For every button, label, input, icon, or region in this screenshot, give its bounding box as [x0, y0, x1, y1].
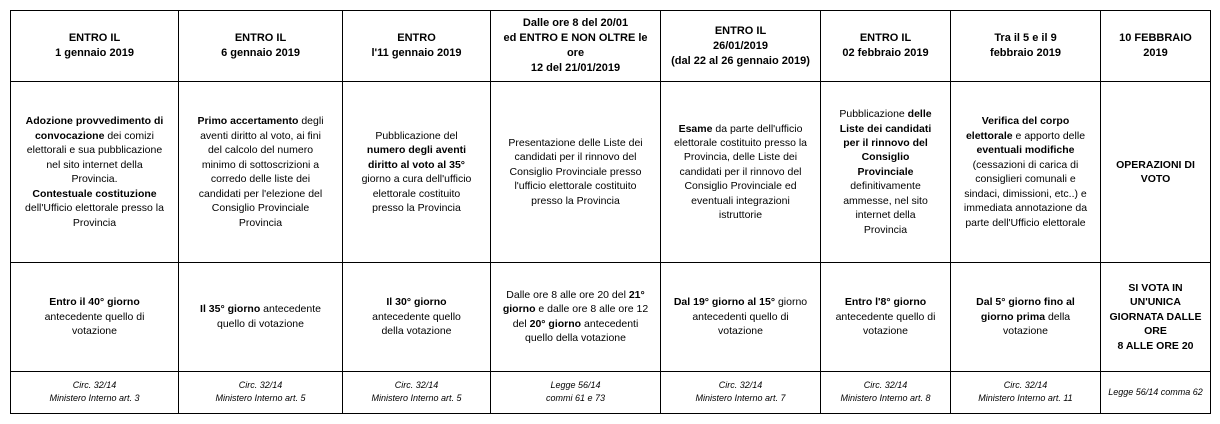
deadline-header-line: 12 del 21/01/2019 — [530, 61, 621, 74]
reference-line: Ministero Interno art. 7 — [695, 393, 786, 404]
legal-term-cell — [661, 263, 821, 372]
text: antecedente quello di — [835, 310, 936, 323]
text: elettorali e sua pubblicazione — [26, 144, 163, 157]
description-line — [348, 158, 485, 172]
deadline-header-row — [11, 11, 1211, 82]
deadline-header-line: febbraio 2019 — [990, 47, 1061, 60]
text: minimo di sottoscrizioni a — [201, 158, 320, 171]
description-line — [666, 179, 815, 193]
text: giorno — [775, 296, 808, 309]
term-line — [826, 324, 945, 338]
bold-text: Liste dei candidati — [839, 122, 932, 135]
description-line — [956, 114, 1095, 128]
text: Provincia. — [71, 173, 118, 186]
text: votazione — [72, 325, 117, 338]
description-line — [666, 208, 815, 222]
description-line — [956, 216, 1095, 230]
bold-text: giorno — [502, 303, 536, 316]
deadline-header-line: ENTRO — [397, 32, 436, 45]
description-line — [184, 114, 337, 128]
text: quello di votazione — [217, 317, 304, 330]
deadline-header-cell — [951, 11, 1101, 82]
text: Presentazione delle Liste dei — [508, 137, 643, 149]
bold-text: diritto al voto al 35° — [368, 158, 465, 171]
text: del calcolo del numero — [207, 144, 314, 157]
term-line — [184, 302, 337, 316]
deadline-header-cell — [661, 11, 821, 82]
term-line — [16, 310, 173, 324]
description-line — [184, 216, 337, 230]
legal-term-cell — [1101, 263, 1211, 372]
description-line — [496, 165, 655, 179]
legal-term-cell — [343, 263, 491, 372]
activity-description-cell — [179, 82, 343, 263]
deadline-header-line: 02 febbraio 2019 — [842, 47, 929, 60]
text: corredo delle liste dei — [210, 173, 311, 186]
text: l'ufficio elettorale costituito — [514, 180, 637, 193]
legal-term-cell — [491, 263, 661, 372]
description-line — [666, 165, 815, 179]
reference-line: Ministero Interno art. 5 — [371, 393, 462, 404]
deadline-header-line: Tra il 5 e il 9 — [994, 32, 1057, 45]
bold-text: Entro il 40° giorno — [49, 296, 140, 309]
term-line — [666, 295, 815, 309]
text: quello della votazione — [525, 332, 626, 345]
text: Consiglio Provinciale ed — [684, 180, 797, 193]
bold-text: SI VOTA IN UN'UNICA — [1128, 281, 1183, 309]
text: Provincia, delle Liste dei — [683, 151, 798, 164]
text: Provincia — [238, 216, 283, 229]
activity-description-cell — [821, 82, 951, 263]
term-line — [184, 317, 337, 331]
deadline-header-line: 10 FEBBRAIO 2019 — [1119, 32, 1192, 60]
text: antecedente quello — [372, 310, 461, 323]
bold-text: numero degli aventi — [366, 144, 467, 157]
text: votazione — [1003, 325, 1048, 338]
legal-reference-row — [11, 371, 1211, 413]
bold-text: GIORNATA DALLE ORE — [1109, 310, 1202, 338]
bold-text: Verifica del corpo — [981, 115, 1070, 128]
reference-line: commi 61 e 73 — [545, 393, 606, 404]
text: immediata annotazione da — [963, 202, 1088, 215]
activity-description-cell — [11, 82, 179, 263]
text: e apporto delle — [1012, 129, 1086, 142]
description-line — [826, 194, 945, 208]
description-line — [666, 122, 815, 136]
bold-text: Dal 19° giorno al 15° — [673, 296, 776, 309]
reference-line: Ministero Interno art. 3 — [49, 393, 140, 404]
deadline-header-line: (dal 22 al 26 gennaio 2019) — [671, 54, 810, 67]
term-line — [16, 324, 173, 338]
bold-text: Consiglio — [861, 151, 910, 164]
text: candidati per l'elezione del — [198, 187, 323, 200]
election-schedule-table — [10, 10, 1211, 414]
bold-text: convocazione — [34, 129, 105, 142]
activity-description-cell — [1101, 82, 1211, 263]
description-line — [826, 107, 945, 121]
text: candidati per il rinnovo del — [514, 151, 637, 164]
reference-line: Ministero Interno art. 5 — [215, 393, 306, 404]
text: della — [1045, 310, 1071, 323]
text: Pubblicazione del — [375, 129, 458, 142]
text: e dalle ore 8 alle ore 12 — [535, 303, 649, 316]
description-line — [826, 136, 945, 150]
reference-line: Circ. 32/14 — [718, 380, 763, 391]
text: Consiglio Provinciale presso — [509, 165, 642, 178]
bold-text: OPERAZIONI DI VOTO — [1116, 158, 1195, 186]
bold-text: Il 30° giorno — [386, 296, 447, 309]
deadline-header-line: ed ENTRO E NON OLTRE le ore — [503, 32, 648, 60]
description-line — [496, 179, 655, 193]
description-line — [16, 129, 173, 143]
description-line — [826, 150, 945, 164]
bold-text: Adozione provvedimento di — [25, 115, 164, 128]
text: Provincia — [72, 216, 117, 229]
legal-term-cell — [821, 263, 951, 372]
text: antecedenti quello di — [692, 310, 789, 323]
bold-text: 8 ALLE ORE 20 — [1117, 339, 1194, 352]
bold-text: 20° giorno — [529, 317, 582, 330]
description-line — [666, 194, 815, 208]
bold-text: elettorale — [965, 129, 1013, 142]
description-line — [956, 158, 1095, 172]
text: giorno a cura dell'ufficio — [361, 173, 472, 186]
term-line — [348, 295, 485, 309]
reference-line: Circ. 32/14 — [72, 380, 117, 391]
description-line — [16, 216, 173, 230]
description-line — [348, 172, 485, 186]
term-line — [348, 310, 485, 324]
deadline-header-cell — [11, 11, 179, 82]
description-line — [16, 187, 173, 201]
description-line — [826, 122, 945, 136]
term-line — [1106, 339, 1205, 353]
description-line — [956, 201, 1095, 215]
activity-description-cell — [661, 82, 821, 263]
description-line — [666, 136, 815, 150]
term-line — [1106, 310, 1205, 339]
bold-text: Il 35° giorno — [200, 303, 261, 316]
description-line — [1106, 158, 1205, 187]
text: eventuali integrazioni — [691, 194, 790, 207]
text: internet della — [855, 209, 916, 222]
text: definitivamente — [850, 180, 921, 193]
text: candidati per il rinnovo del — [679, 165, 802, 178]
deadline-header-line: ENTRO IL — [859, 32, 912, 45]
activity-description-cell — [491, 82, 661, 263]
text: antecedenti — [581, 317, 639, 330]
text: parte dell'Ufficio elettorale — [965, 216, 1086, 229]
description-line — [956, 129, 1095, 143]
text: dell'Ufficio elettorale presso la — [25, 202, 164, 215]
deadline-header-line: ENTRO IL — [234, 32, 287, 45]
bold-text: 21° — [628, 288, 645, 301]
deadline-header-line: ENTRO IL — [68, 32, 121, 45]
legal-reference-cell — [343, 371, 491, 413]
description-line — [16, 143, 173, 157]
term-line — [956, 310, 1095, 324]
text: (cessazioni di carica di — [972, 158, 1079, 171]
legal-reference-cell — [951, 371, 1101, 413]
description-line — [184, 129, 337, 143]
description-line — [348, 187, 485, 201]
text: aventi diritto al voto, ai fini — [200, 129, 321, 142]
deadline-header-cell — [1101, 11, 1211, 82]
deadline-header-cell — [491, 11, 661, 82]
term-line — [496, 288, 655, 302]
description-line — [826, 208, 945, 222]
activity-description-row — [11, 82, 1211, 263]
bold-text: delle — [907, 108, 932, 121]
legal-reference-cell — [11, 371, 179, 413]
description-line — [16, 201, 173, 215]
description-line — [348, 201, 485, 215]
text: della votazione — [381, 325, 452, 338]
reference-line: Legge 56/14 — [550, 380, 601, 391]
text: elettorale costituito — [372, 187, 461, 200]
description-line — [826, 165, 945, 179]
text: sindaci, dimissioni, etc..) e — [964, 187, 1087, 200]
description-line — [956, 172, 1095, 186]
term-line — [1106, 281, 1205, 310]
text: antecedente — [260, 303, 321, 316]
reference-line: Circ. 32/14 — [394, 380, 439, 391]
text: votazione — [718, 325, 763, 338]
bold-text: Primo accertamento — [197, 115, 299, 128]
text: presso la Provincia — [531, 194, 620, 207]
description-line — [956, 187, 1095, 201]
bold-text: Dal 5° giorno fino al — [976, 296, 1075, 309]
legal-term-row — [11, 263, 1211, 372]
deadline-header-line: 26/01/2019 — [712, 39, 769, 52]
deadline-header-line: 1 gennaio 2019 — [55, 47, 134, 60]
deadline-header-cell — [179, 11, 343, 82]
reference-line: Circ. 32/14 — [238, 380, 283, 391]
term-line — [496, 302, 655, 316]
legal-reference-cell — [1101, 371, 1211, 413]
deadline-header-line: l'11 gennaio 2019 — [371, 47, 462, 60]
text: istruttorie — [718, 209, 763, 222]
term-line — [956, 324, 1095, 338]
deadline-header-cell — [821, 11, 951, 82]
deadline-header-line: 6 gennaio 2019 — [221, 47, 300, 60]
bold-text: per il rinnovo del — [843, 137, 928, 149]
legal-reference-cell — [179, 371, 343, 413]
text: consiglieri comunali e — [975, 173, 1076, 186]
term-line — [666, 310, 815, 324]
text: degli — [298, 115, 324, 128]
description-line — [184, 172, 337, 186]
description-line — [16, 172, 173, 186]
deadline-header-cell — [343, 11, 491, 82]
bold-text: giorno prima — [980, 310, 1046, 323]
text: del — [512, 317, 530, 330]
description-line — [348, 143, 485, 157]
reference-line: Ministero Interno art. 11 — [978, 393, 1073, 404]
description-line — [184, 201, 337, 215]
text: nel sito internet della — [46, 158, 143, 171]
text: Consiglio Provinciale — [211, 202, 310, 215]
description-line — [496, 136, 655, 150]
description-line — [16, 158, 173, 172]
text: dei comizi — [104, 129, 155, 142]
legal-reference-cell — [661, 371, 821, 413]
text: presso la Provincia — [372, 202, 461, 215]
bold-text: eventuali modifiche — [976, 144, 1075, 157]
bold-text: Provinciale — [857, 165, 914, 178]
description-line — [184, 187, 337, 201]
reference-line: Legge 56/14 comma 62 — [1108, 386, 1203, 397]
description-line — [826, 223, 945, 237]
description-line — [956, 143, 1095, 157]
activity-description-cell — [343, 82, 491, 263]
text: votazione — [863, 325, 908, 338]
deadline-header-line: Dalle ore 8 del 20/01 — [522, 17, 629, 30]
legal-reference-cell — [491, 371, 661, 413]
term-line — [826, 295, 945, 309]
term-line — [496, 317, 655, 331]
term-line — [348, 324, 485, 338]
description-line — [184, 143, 337, 157]
term-line — [496, 331, 655, 345]
legal-term-cell — [951, 263, 1101, 372]
description-line — [826, 179, 945, 193]
activity-description-cell — [951, 82, 1101, 263]
bold-text: Entro l'8° giorno — [844, 296, 927, 309]
reference-line: Ministero Interno art. 8 — [840, 393, 931, 404]
text: ammesse, nel sito — [843, 194, 928, 207]
legal-term-cell — [11, 263, 179, 372]
text: Dalle ore 8 alle ore 20 del — [506, 288, 629, 301]
term-line — [956, 295, 1095, 309]
bold-text: Contestuale costituzione — [32, 187, 157, 200]
reference-line: Circ. 32/14 — [863, 380, 908, 391]
term-line — [666, 324, 815, 338]
description-line — [496, 194, 655, 208]
text: Pubblicazione — [839, 108, 908, 121]
description-line — [16, 114, 173, 128]
description-line — [666, 150, 815, 164]
deadline-header-line: ENTRO IL — [714, 24, 767, 37]
description-line — [184, 158, 337, 172]
legal-term-cell — [179, 263, 343, 372]
reference-line: Circ. 32/14 — [1003, 380, 1048, 391]
legal-reference-cell — [821, 371, 951, 413]
term-line — [826, 310, 945, 324]
bold-text: Esame — [678, 122, 713, 135]
text: da parte dell'ufficio — [712, 122, 803, 135]
text: elettorale costituito presso la — [673, 137, 808, 149]
text: antecedente quello di — [44, 310, 145, 323]
term-line — [16, 295, 173, 309]
text: Provincia — [863, 223, 908, 236]
description-line — [496, 150, 655, 164]
description-line — [348, 129, 485, 143]
